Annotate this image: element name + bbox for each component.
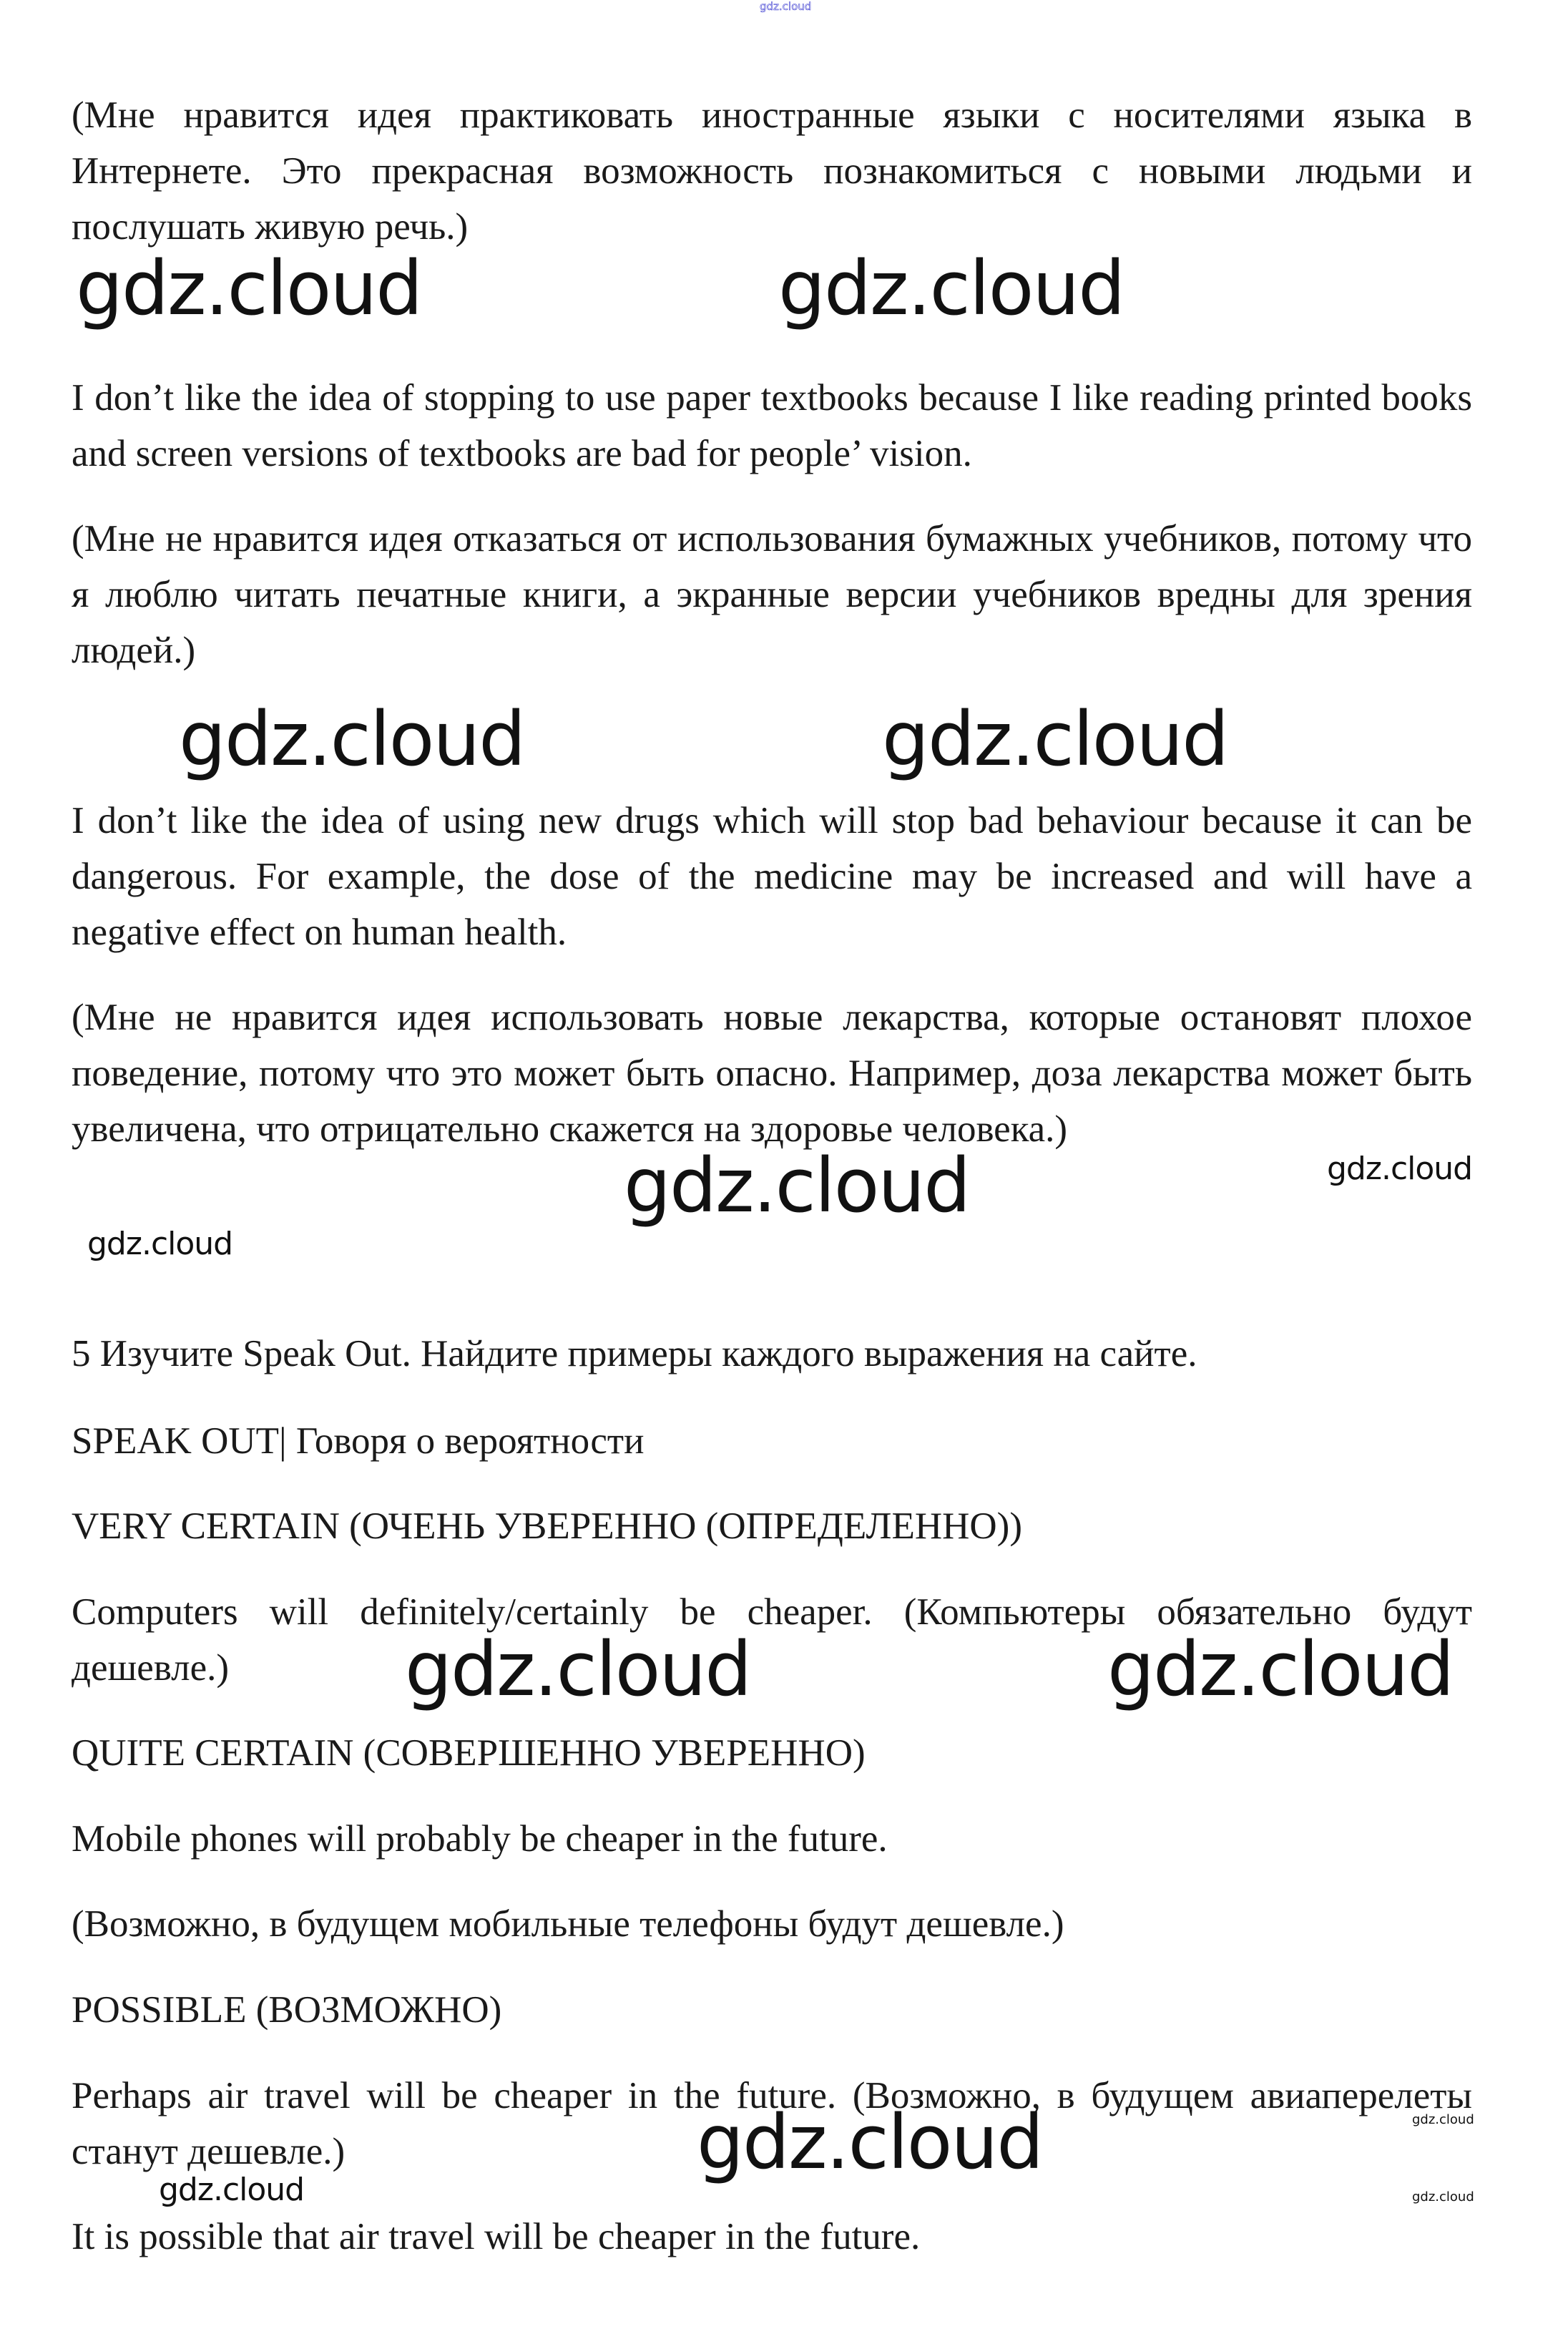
watermark: gdz.cloud bbox=[697, 2099, 1043, 2186]
watermark: gdz.cloud bbox=[624, 1142, 970, 1229]
paragraph: I don’t like the idea of using new drugs which will stop bad behaviour because it can be dangerous. For example, the dose of the medicine may be increased and will have a negative effect on human health. bbox=[72, 800, 1472, 953]
paragraph: (Мне не нравится идея использовать новые лекарства, которые остановят плохое поведение, потому что это может быть опасно. Например, доза лекарства может быть увеличена, что отрицательно скажется на здоровье человека.) bbox=[72, 997, 1472, 1150]
paragraph: Perhaps air travel will be cheaper in the future. (Возможно, в будущем авиаперелеты станут дешевле.) bbox=[72, 2075, 1472, 2172]
watermark: gdz.cloud bbox=[405, 1626, 751, 1713]
watermark: gdz.cloud bbox=[76, 245, 422, 332]
paragraph: I don’t like the idea of stopping to use paper textbooks because I like reading printed books and screen versions of textbooks are bad for people’ vision. bbox=[72, 377, 1472, 474]
watermark: gdz.cloud bbox=[1412, 2112, 1474, 2127]
paragraph: QUITE CERTAIN (СОВЕРШЕННО УВЕРЕННО) bbox=[72, 1732, 866, 1774]
paragraph: VERY CERTAIN (ОЧЕНЬ УВЕРЕННО (ОПРЕДЕЛЕННО)) bbox=[72, 1505, 1022, 1547]
watermark: gdz.cloud bbox=[159, 2172, 305, 2208]
paragraph: (Возможно, в будущем мобильные телефоны будут дешевле.) bbox=[72, 1903, 1064, 1945]
watermark: gdz.cloud bbox=[882, 695, 1228, 783]
paragraph: 5 Изучите Speak Out. Найдите примеры каждого выражения на сайте. bbox=[72, 1333, 1197, 1374]
watermark-top: gdz.cloud bbox=[760, 0, 812, 13]
paragraph: (Мне нравится идея практиковать иностранные языки с носителями языка в Интернете. Это прекрасная возможность познакомиться с новыми людьми и послушать живую речь.) bbox=[72, 94, 1472, 248]
paragraph: (Мне не нравится идея отказаться от использования бумажных учебников, потому что я люблю читать печатные книги, а экранные версии учебников вредны для зрения людей.) bbox=[72, 518, 1472, 671]
paragraph: Computers will definitely/certainly be cheaper. (Компьютеры обязательно будут дешевле.) bbox=[72, 1591, 1472, 1689]
watermark: gdz.cloud bbox=[179, 695, 525, 783]
paragraph: SPEAK OUT| Говоря о вероятности bbox=[72, 1420, 645, 1462]
paragraph: Mobile phones will probably be cheaper in the future. bbox=[72, 1818, 888, 1860]
paragraph: It is possible that air travel will be cheaper in the future. bbox=[72, 2216, 921, 2257]
watermark: gdz.cloud bbox=[1107, 1626, 1454, 1713]
watermark: gdz.cloud bbox=[1412, 2189, 1474, 2204]
watermark: gdz.cloud bbox=[87, 1226, 233, 1262]
watermark: gdz.cloud bbox=[778, 245, 1124, 332]
watermark: gdz.cloud bbox=[1327, 1151, 1473, 1187]
paragraph: POSSIBLE (ВОЗМОЖНО) bbox=[72, 1989, 502, 2031]
